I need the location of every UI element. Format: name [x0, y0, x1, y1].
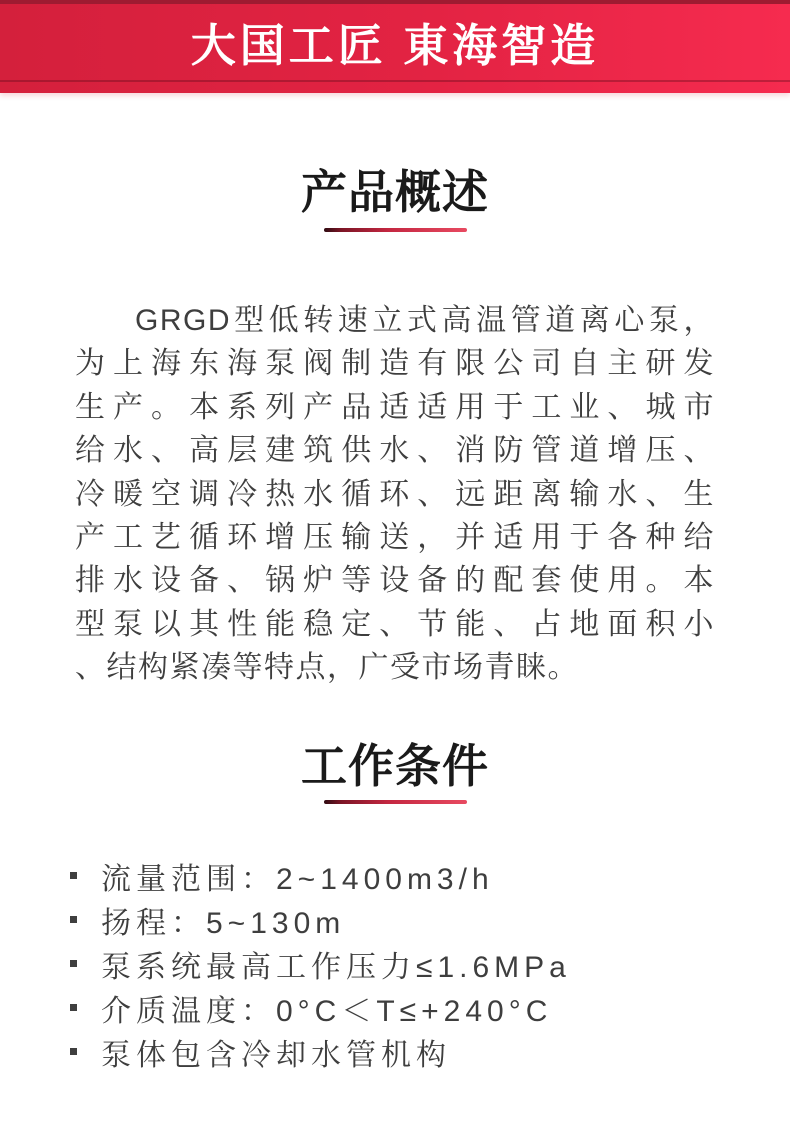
top-banner [0, 0, 790, 93]
list-item [70, 986, 790, 1030]
paragraph-line: 型泵以其性能稳定、节能、占地面积小 [75, 607, 715, 641]
bullet-marker-icon [70, 1004, 77, 1011]
list-item [70, 1030, 790, 1074]
paragraph-line: 排水设备、锅炉等设备的配套使用。本 [75, 564, 715, 598]
list-item-text: 扬程：5~130m [101, 906, 346, 940]
paragraph-line: 为上海东海泵阀制造有限公司自主研发 [75, 347, 715, 381]
overview-title-underline [324, 228, 467, 232]
paragraph-line: 生产。本系列产品适适用于工业、城市 [75, 390, 715, 424]
bullet-marker-icon [70, 1048, 77, 1055]
list-item [70, 942, 790, 986]
list-item-text: 流量范围：2~1400m3/h [101, 862, 494, 896]
bullet-marker-icon [70, 960, 77, 967]
paragraph-line: 给水、高层建筑供水、消防管道增压、 [75, 434, 715, 468]
overview-paragraph [75, 299, 715, 690]
paragraph-line: GRGD型低转速立式高温管道离心泵， [135, 304, 715, 337]
list-item-text: 介质温度：0°C＜T≤+240°C [101, 994, 553, 1028]
paragraph-line: 产工艺循环增压输送，并适用于各种给 [75, 521, 715, 555]
paragraph-line: 、结构紧凑等特点，广受市场青睐。 [75, 651, 579, 685]
bullet-marker-icon [70, 872, 77, 879]
paragraph-line: 冷暖空调冷热水循环、远距离输水、生 [75, 477, 715, 511]
conditions-section-title: 工作条件 [301, 739, 489, 792]
banner-title: 大国工匠 東海智造 [190, 20, 600, 71]
overview-section-title: 产品概述 [301, 166, 489, 218]
list-item [70, 854, 790, 898]
list-item-text: 泵系统最高工作压力≤1.6MPa [101, 950, 571, 984]
conditions-list [70, 854, 790, 1074]
list-item [70, 898, 790, 942]
list-item-text: 泵体包含冷却水管机构 [101, 1038, 451, 1072]
bullet-marker-icon [70, 916, 77, 923]
conditions-title-underline [324, 800, 467, 804]
